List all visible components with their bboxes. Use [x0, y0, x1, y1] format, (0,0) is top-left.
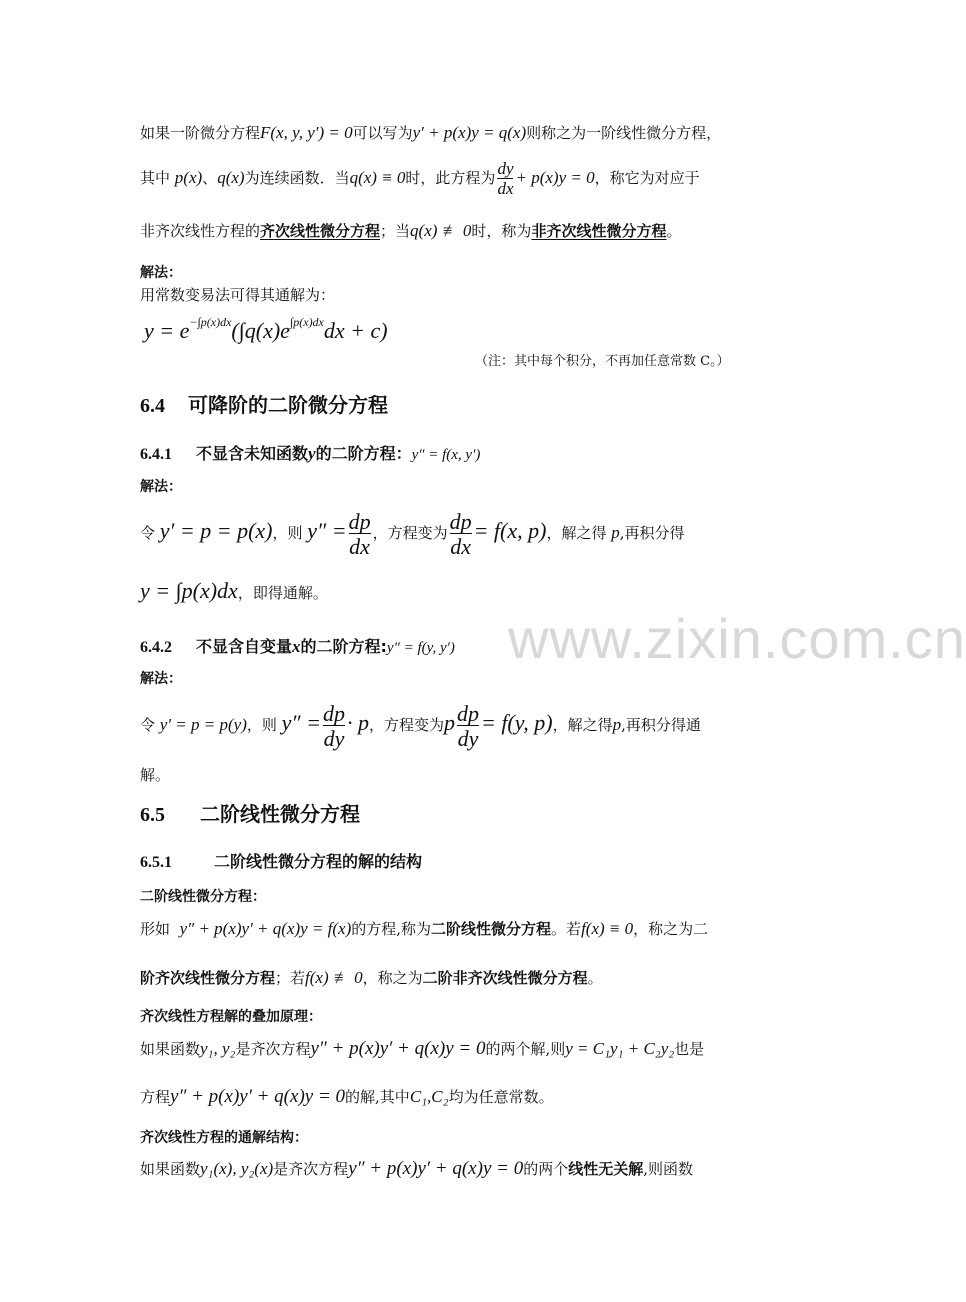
s642-line-2: 解。: [140, 766, 171, 784]
fraction: $\frac{dp}{dx}$: [348, 509, 371, 560]
s651-p3: 如果函数y₁, y₂是齐次方程y″ + p(x)y′ + q(x)y = 0的两个解,则y = C₁y₁ + C₂y₂也是: [140, 1038, 705, 1059]
term-homogeneous: 齐次线性微分方程: [260, 222, 381, 240]
intro-line-2: 其中 p(x)、q(x)为连续函数．当q(x) ≡ 0时，此方程为 $\frac{dy}{dx}$ + p(x)y = 0，称它为对应于: [140, 159, 700, 198]
s651-p5: 如果函数y₁(x), y₂(x)是齐次方程y″ + p(x)y′ + q(x)y = 0的两个线性无关解,则函数: [140, 1158, 694, 1179]
section-6-5-1: 6.5.1 二阶线性微分方程的解的结构: [140, 852, 423, 871]
label-general-solution-structure: 齐次线性方程的通解结构：: [140, 1130, 308, 1146]
math-eq: F(x, y, y′) = 0: [260, 123, 353, 142]
watermark: www.zixin.com.cn: [508, 607, 966, 670]
note: （注：其中每个积分，不再加任意常数 C。）: [475, 354, 730, 369]
s641-line-2: y = ∫p(x)dx，即得通解。: [140, 578, 328, 603]
s641-line-1: 令 y′ = p = p(x)，则 y″ = $\frac{dp}{dx}$ ，方程变为 $\frac{dp}{dx}$ = f(x, p)，解之得 p,再积分得: [140, 509, 685, 560]
s651-p4: 方程y″ + p(x)y′ + q(x)y = 0的解,其中C₁,C₂均为任意常数。: [140, 1086, 554, 1107]
fraction: $\frac{dp}{dx}$: [449, 509, 472, 560]
s642-line-1: 令 y′ = p = p(y)，则 y″ = $\frac{dp}{dy}$ · p，方程变为p $\frac{dp}{dy}$ = f(y, p)，解之得p,再积分得通: [140, 701, 701, 752]
intro-line-3: 非齐次线性方程的齐次线性微分方程；当q(x) ≢ 0时，称为非齐次线性微分方程。: [140, 221, 682, 240]
section-6-5: 6.5 二阶线性微分方程: [140, 802, 360, 826]
fraction: $\frac{dy}{dx}$: [497, 159, 514, 198]
label-superposition: 齐次线性方程解的叠加原理：: [140, 1009, 322, 1025]
term-nonhomogeneous: 非齐次线性微分方程: [531, 222, 667, 240]
section-6-4-1: 6.4.1 不显含未知函数y的二阶方程：y″ = f(x, y′): [140, 444, 481, 463]
s651-p1: 形如 y″ + p(x)y′ + q(x)y = f(x)的方程,称为二阶线性微分方程。若f(x) ≡ 0，称之为二: [140, 919, 709, 938]
math-eq: y′ + p(x)y = q(x): [412, 123, 527, 142]
s651-p2: 阶齐次线性微分方程；若f(x) ≢ 0，称之为二阶非齐次线性微分方程。: [140, 968, 603, 987]
general-solution-formula: $y = e^{-\int p(x)dx}(\int q(x)e^{\int p(x)dx}dx + c)$: [144, 314, 388, 343]
label-second-order-linear: 二阶线性微分方程：: [140, 889, 266, 905]
fraction: $\frac{dp}{dy}$: [322, 701, 345, 752]
method-label: 解法：: [140, 265, 182, 281]
intro-line-1: 如果一阶微分方程F(x, y, y′) = 0可以写为y′ + p(x)y = q(x)则称之为一阶线性微分方程，: [140, 123, 722, 142]
method-label: 解法：: [140, 479, 182, 495]
method-text: 用常数变易法可得其通解为：: [140, 286, 336, 304]
section-6-4: 6.4 可降阶的二阶微分方程: [140, 393, 388, 417]
fraction: $\frac{dp}{dy}$: [456, 701, 479, 752]
method-label: 解法：: [140, 671, 182, 687]
section-6-4-2: 6.4.2 不显含自变量x的二阶方程:y″ = f(y, y′): [140, 637, 455, 656]
